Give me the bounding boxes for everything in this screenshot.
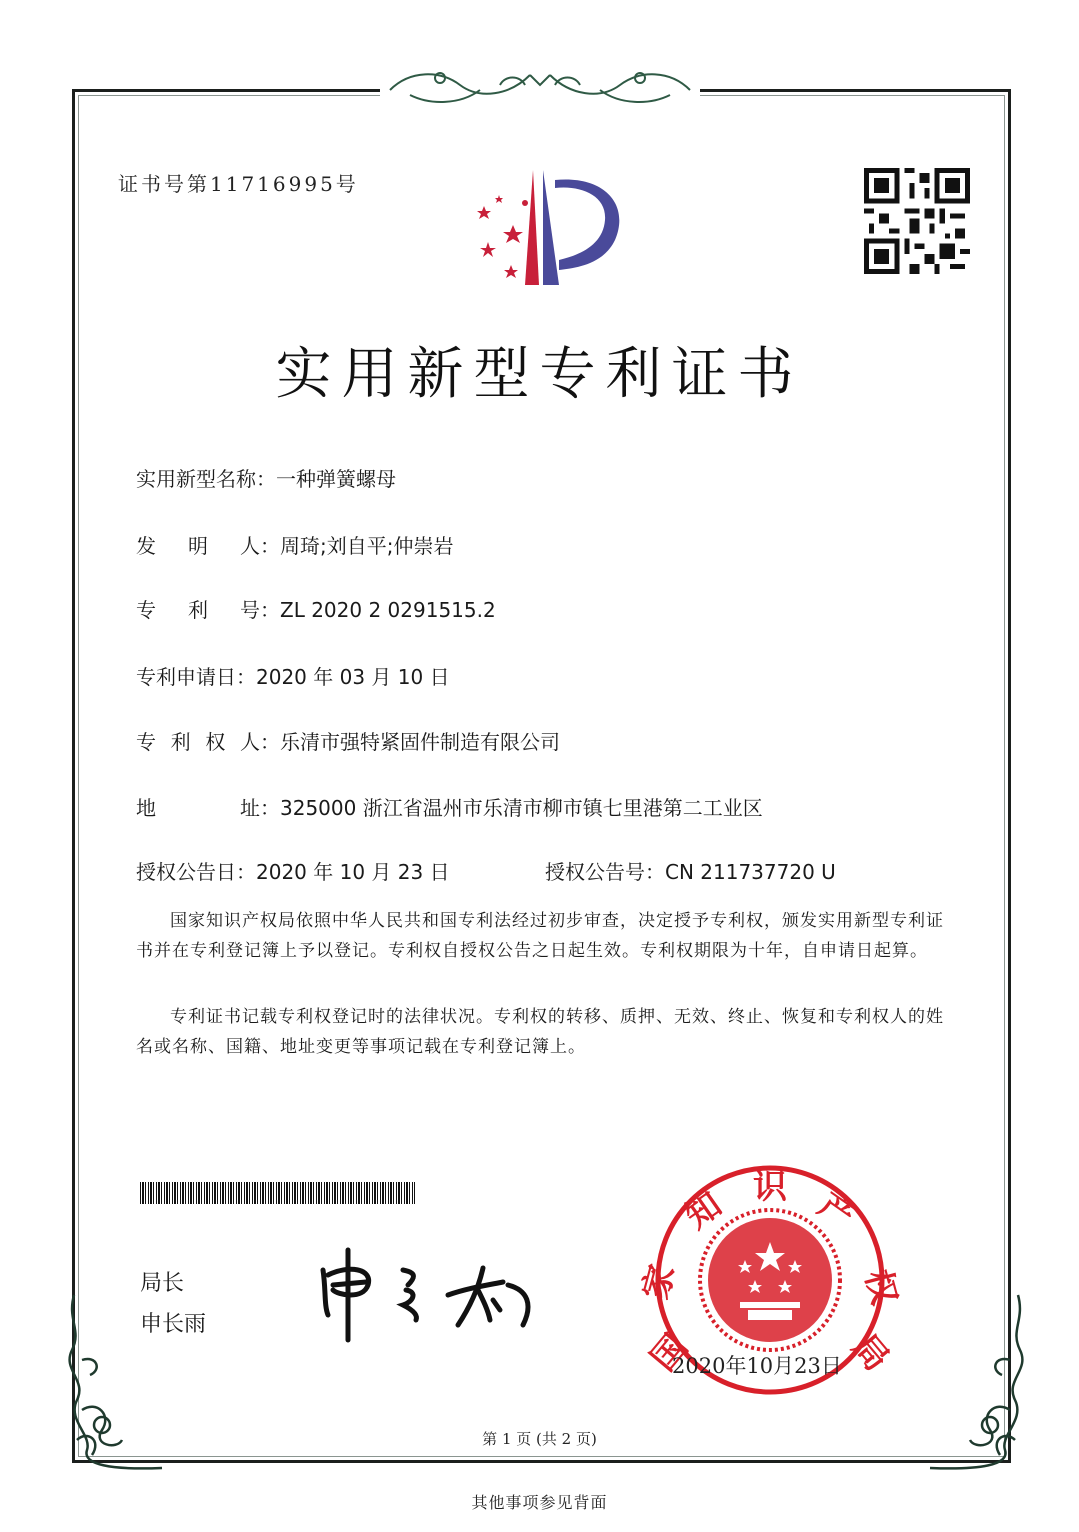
svg-text:权: 权: [856, 1265, 900, 1309]
field-value: 乐清市强特紧固件制造有限公司: [280, 730, 560, 754]
field-label: 授权公告日：: [136, 860, 256, 884]
handwritten-signature-icon: [318, 1240, 548, 1350]
field-filing-date: [136, 661, 450, 690]
field-value: 周琦;刘自平;仲崇岩: [280, 534, 454, 558]
field-label: 发 明 人: [136, 534, 260, 558]
field-label: 地 址: [136, 796, 260, 820]
director-name: 申长雨: [140, 1312, 207, 1337]
bottom-right-ornament-icon: [920, 1290, 1030, 1480]
field-label: 实用新型名称：: [136, 467, 276, 491]
field-label: 专 利 号: [136, 598, 260, 622]
field-label: 授权公告号：: [545, 860, 665, 884]
field-value: 一种弹簧螺母: [276, 467, 396, 491]
seal-date: 2020年10月23日: [672, 1354, 842, 1378]
cnipa-logo-icon: [455, 160, 635, 300]
field-utility-model-name: [136, 463, 396, 492]
field-label: 专 利 权 人: [136, 730, 260, 754]
svg-text:家: 家: [640, 1260, 684, 1304]
field-grant-date: [136, 856, 450, 885]
director-title: 局长: [140, 1271, 185, 1296]
svg-text:局: 局: [844, 1327, 897, 1379]
field-patent-number: 专 利 号 ：ZL 2020 2 0291515.2: [136, 594, 496, 623]
field-grant-number: [545, 856, 836, 885]
svg-text:国: 国: [643, 1327, 696, 1379]
certificate-title: 实用新型专利证书: [275, 342, 804, 407]
page-number: 第 1 页 (共 2 页): [482, 1430, 597, 1448]
field-value: ZL 2020 2 0291515.2: [280, 598, 496, 622]
svg-text:识: 识: [753, 1167, 787, 1207]
qr-code-icon: [864, 168, 970, 274]
certificate-number: 证书号第11716995号: [118, 172, 359, 196]
field-value: 2020 年 10 月 23 日: [256, 860, 450, 884]
back-side-note: 其他事项参见背面: [471, 1493, 608, 1512]
svg-text:知: 知: [678, 1184, 730, 1238]
svg-text:产: 产: [810, 1184, 862, 1238]
top-ornament-icon: [380, 60, 700, 110]
field-label: 专利申请日：: [136, 665, 256, 689]
legal-notice-paragraph-1: 国家知识产权局依照中华人民共和国专利法经过初步审查，决定授予专利权，颁发实用新型专利证书并在专利登记簿上予以登记。专利权自授权公告之日起生效。专利权期限为十年，自申请日起算。: [136, 911, 944, 961]
field-patentee: 专 利 权 人 ：乐清市强特紧固件制造有限公司: [136, 726, 560, 755]
field-value: 2020 年 03 月 10 日: [256, 665, 450, 689]
field-value: 325000 浙江省温州市乐清市柳市镇七里港第二工业区: [280, 796, 763, 820]
field-value: CN 211737720 U: [665, 860, 836, 884]
barcode-icon: [140, 1182, 415, 1204]
legal-notice-paragraph-2: 专利证书记载专利权登记时的法律状况。专利权的转移、质押、无效、终止、恢复和专利权人的姓名或名称、国籍、地址变更等事项记载在专利登记簿上。: [136, 1007, 944, 1057]
field-inventor: 发 明 人 ：周琦;刘自平;仲崇岩: [136, 530, 453, 559]
field-address: 地 址 ：325000 浙江省温州市乐清市柳市镇七里港第二工业区: [136, 792, 763, 821]
